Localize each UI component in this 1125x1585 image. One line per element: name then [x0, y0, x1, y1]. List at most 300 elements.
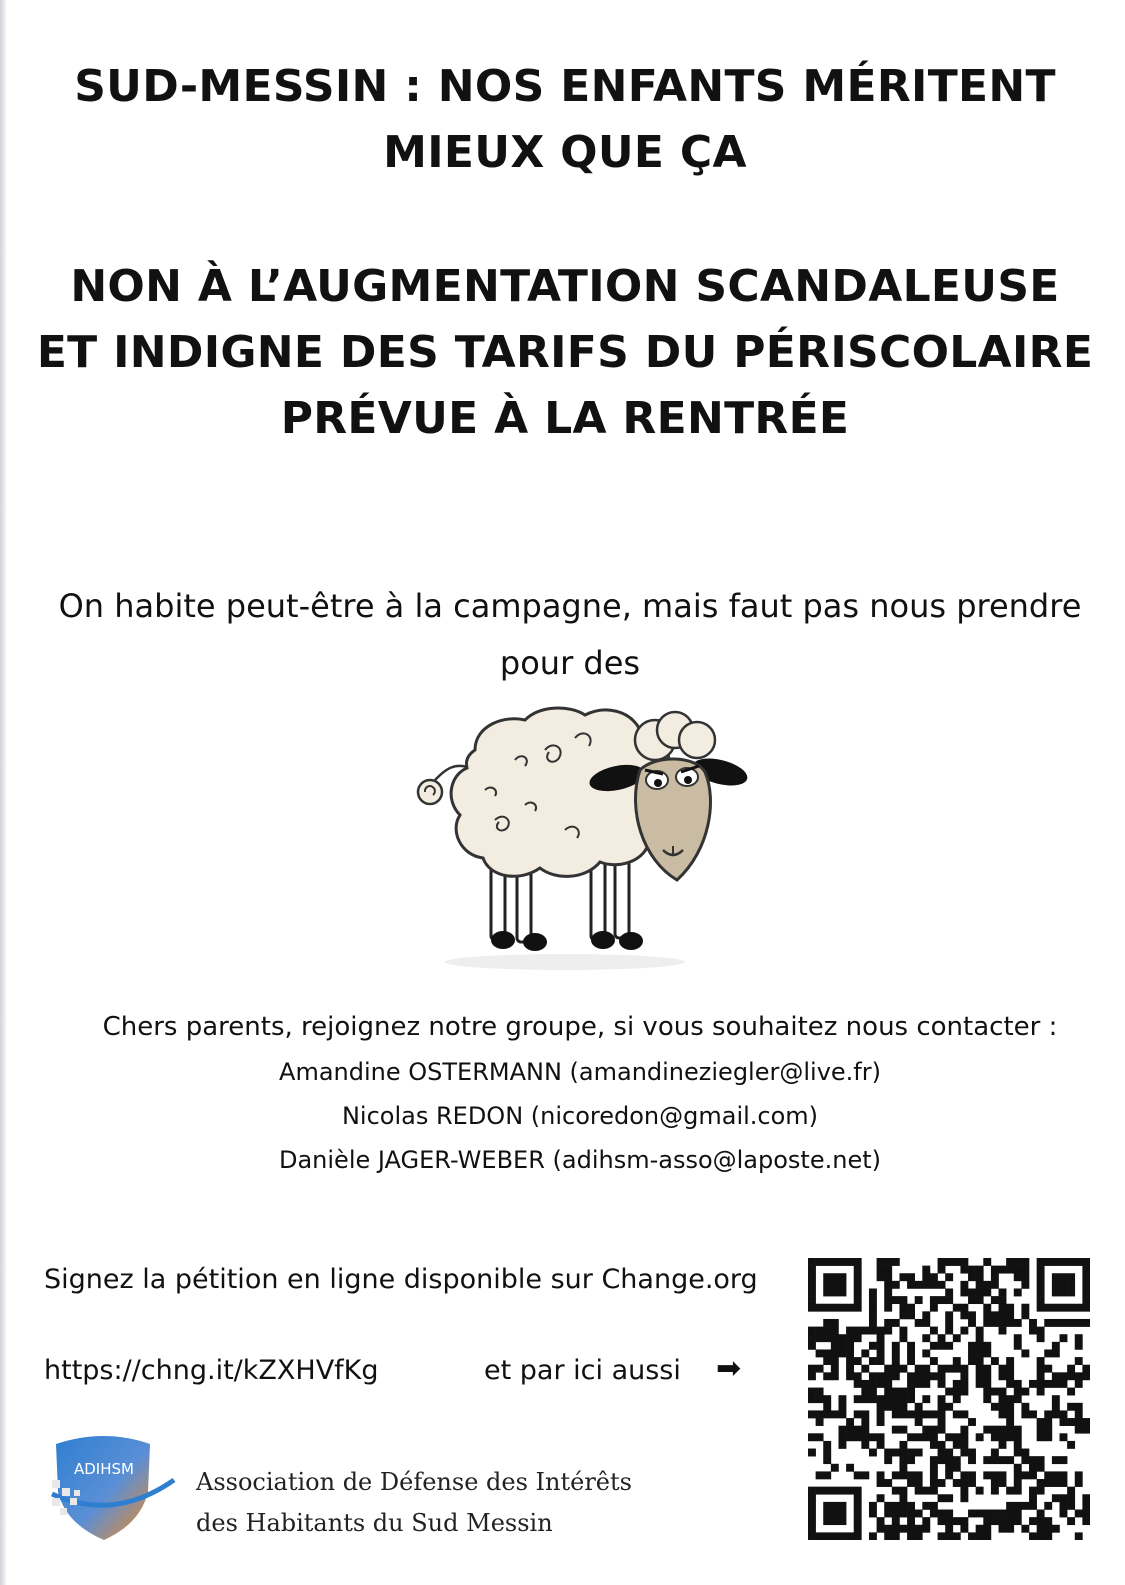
qr-module	[922, 1525, 930, 1533]
qr-module	[1082, 1502, 1090, 1510]
qr-module	[854, 1502, 862, 1510]
qr-module	[838, 1426, 846, 1434]
qr-module	[1075, 1403, 1083, 1411]
qr-module	[846, 1334, 854, 1342]
qr-module	[877, 1471, 885, 1479]
qr-module	[960, 1380, 968, 1388]
qr-module	[1075, 1410, 1083, 1418]
qr-module	[930, 1433, 938, 1441]
qr-module	[976, 1525, 984, 1533]
qr-module	[869, 1372, 877, 1380]
qr-module	[1037, 1365, 1045, 1373]
contact-block	[40, 1004, 1120, 1182]
qr-module	[869, 1357, 877, 1365]
association-name	[196, 1462, 632, 1544]
qr-module	[884, 1281, 892, 1289]
qr-module	[854, 1426, 862, 1434]
qr-module	[1060, 1433, 1068, 1441]
qr-module	[1037, 1418, 1045, 1426]
qr-module	[1060, 1502, 1068, 1510]
qr-module	[808, 1288, 816, 1296]
qr-module	[922, 1487, 930, 1495]
qr-module	[1006, 1380, 1014, 1388]
qr-module	[983, 1456, 991, 1464]
qr-module	[854, 1532, 862, 1540]
qr-module	[922, 1334, 930, 1342]
qr-module	[1037, 1273, 1045, 1281]
qr-module	[846, 1372, 854, 1380]
qr-module	[999, 1517, 1007, 1525]
qr-module	[816, 1349, 824, 1357]
qr-module	[1044, 1365, 1052, 1373]
qr-module	[1060, 1510, 1068, 1518]
qr-module	[808, 1258, 816, 1266]
qr-module	[854, 1395, 862, 1403]
qr-module	[1014, 1266, 1022, 1274]
qr-module	[1044, 1532, 1052, 1540]
qr-module	[869, 1449, 877, 1457]
qr-module	[953, 1464, 961, 1472]
qr-module	[838, 1532, 846, 1540]
qr-module	[976, 1357, 984, 1365]
qr-module	[846, 1357, 854, 1365]
qr-module	[1082, 1304, 1090, 1312]
qr-module	[1067, 1319, 1075, 1327]
qr-module	[960, 1311, 968, 1319]
qr-module	[808, 1304, 816, 1312]
qr-module	[915, 1471, 923, 1479]
sub-headline	[20, 254, 1110, 452]
qr-module	[938, 1479, 946, 1487]
qr-module	[1037, 1327, 1045, 1335]
qr-module	[930, 1342, 938, 1350]
qr-module	[945, 1433, 953, 1441]
qr-module	[991, 1357, 999, 1365]
qr-module	[938, 1456, 946, 1464]
qr-module	[808, 1342, 816, 1350]
qr-module	[938, 1532, 946, 1540]
qr-module	[838, 1273, 846, 1281]
qr-module	[838, 1403, 846, 1411]
qr-module	[854, 1380, 862, 1388]
qr-module	[930, 1441, 938, 1449]
qr-module	[884, 1365, 892, 1373]
qr-module	[1014, 1464, 1022, 1472]
qr-module	[899, 1487, 907, 1495]
qr-module	[1037, 1479, 1045, 1487]
qr-module	[1060, 1479, 1068, 1487]
qr-module	[854, 1357, 862, 1365]
qr-module	[938, 1395, 946, 1403]
qr-module	[1014, 1471, 1022, 1479]
qr-module	[892, 1517, 900, 1525]
qr-module	[968, 1349, 976, 1357]
qr-module	[1014, 1388, 1022, 1396]
qr-module	[1082, 1281, 1090, 1289]
qr-module	[854, 1281, 862, 1289]
qr-module	[960, 1494, 968, 1502]
qr-module	[808, 1372, 816, 1380]
qr-module	[1082, 1418, 1090, 1426]
qr-module	[816, 1304, 824, 1312]
qr-module	[1037, 1426, 1045, 1434]
qr-module	[999, 1441, 1007, 1449]
qr-module	[907, 1349, 915, 1357]
qr-module	[999, 1327, 1007, 1335]
qr-module	[983, 1319, 991, 1327]
qr-module	[831, 1365, 839, 1373]
qr-module	[1044, 1517, 1052, 1525]
qr-module	[1082, 1273, 1090, 1281]
qr-module	[915, 1281, 923, 1289]
qr-module	[869, 1388, 877, 1396]
qr-module	[938, 1410, 946, 1418]
qr-module	[907, 1380, 915, 1388]
qr-module	[899, 1388, 907, 1396]
qr-module	[1067, 1372, 1075, 1380]
qr-module	[938, 1449, 946, 1457]
qr-module	[907, 1456, 915, 1464]
qr-module	[1037, 1456, 1045, 1464]
qr-module	[1075, 1342, 1083, 1350]
qr-module	[976, 1365, 984, 1373]
qr-module	[922, 1273, 930, 1281]
qr-module	[907, 1388, 915, 1396]
qr-module	[823, 1319, 831, 1327]
qr-module	[838, 1441, 846, 1449]
qr-module	[1037, 1372, 1045, 1380]
qr-module	[846, 1349, 854, 1357]
qr-module	[1052, 1479, 1060, 1487]
qr-module	[1037, 1433, 1045, 1441]
qr-module	[1037, 1510, 1045, 1518]
qr-module	[960, 1441, 968, 1449]
qr-module	[884, 1380, 892, 1388]
qr-module	[915, 1365, 923, 1373]
qr-module	[816, 1418, 824, 1426]
qr-module	[915, 1410, 923, 1418]
qr-module	[999, 1510, 1007, 1518]
qr-module	[1067, 1517, 1075, 1525]
qr-module	[1060, 1410, 1068, 1418]
qr-module	[1075, 1380, 1083, 1388]
qr-module	[877, 1334, 885, 1342]
qr-module	[945, 1510, 953, 1518]
qr-module	[953, 1517, 961, 1525]
qr-module	[938, 1372, 946, 1380]
qr-module	[816, 1487, 824, 1495]
qr-module	[907, 1372, 915, 1380]
qr-module	[1037, 1288, 1045, 1296]
qr-module	[861, 1380, 869, 1388]
qr-module	[953, 1433, 961, 1441]
qr-module	[823, 1327, 831, 1335]
qr-module	[861, 1418, 869, 1426]
qr-module	[892, 1296, 900, 1304]
qr-module	[1060, 1273, 1068, 1281]
qr-module	[808, 1365, 816, 1373]
page-edge	[0, 0, 6, 1585]
qr-module	[899, 1510, 907, 1518]
qr-module	[968, 1532, 976, 1540]
qr-module	[976, 1380, 984, 1388]
qr-module	[938, 1281, 946, 1289]
qr-module	[945, 1319, 953, 1327]
qr-module	[907, 1410, 915, 1418]
qr-module	[877, 1494, 885, 1502]
qr-module	[976, 1510, 984, 1518]
qr-module	[1060, 1258, 1068, 1266]
qr-module	[960, 1410, 968, 1418]
qr-module	[1044, 1471, 1052, 1479]
qr-module	[983, 1517, 991, 1525]
qr-module	[831, 1304, 839, 1312]
qr-module	[938, 1380, 946, 1388]
qr-module	[960, 1372, 968, 1380]
qr-module	[1021, 1281, 1029, 1289]
qr-module	[915, 1433, 923, 1441]
qr-module	[907, 1471, 915, 1479]
qr-module	[877, 1433, 885, 1441]
qr-module	[915, 1487, 923, 1495]
qr-module	[938, 1334, 946, 1342]
qr-module	[1014, 1342, 1022, 1350]
qr-module	[922, 1349, 930, 1357]
qr-module	[930, 1296, 938, 1304]
qr-module	[1075, 1258, 1083, 1266]
qr-module	[1044, 1258, 1052, 1266]
qr-module	[907, 1510, 915, 1518]
qr-module	[915, 1510, 923, 1518]
qr-module	[976, 1372, 984, 1380]
qr-module	[960, 1388, 968, 1396]
qr-module	[854, 1510, 862, 1518]
qr-module	[1082, 1365, 1090, 1373]
qr-module	[1075, 1357, 1083, 1365]
qr-module	[1021, 1258, 1029, 1266]
qr-module	[1029, 1494, 1037, 1502]
qr-module	[823, 1449, 831, 1457]
qr-module	[999, 1365, 1007, 1373]
qr-module	[1044, 1525, 1052, 1533]
qr-module	[983, 1532, 991, 1540]
qr-module	[808, 1388, 816, 1396]
qr-module	[1075, 1304, 1083, 1312]
qr-module	[1082, 1510, 1090, 1518]
qr-module	[922, 1319, 930, 1327]
qr-module	[823, 1403, 831, 1411]
qr-module	[831, 1517, 839, 1525]
qr-module	[838, 1410, 846, 1418]
qr-module	[907, 1357, 915, 1365]
qr-module	[953, 1532, 961, 1540]
qr-module	[854, 1471, 862, 1479]
qr-module	[831, 1288, 839, 1296]
qr-module	[1006, 1510, 1014, 1518]
qr-module	[991, 1266, 999, 1274]
qr-module	[968, 1273, 976, 1281]
qr-module	[831, 1410, 839, 1418]
qr-module	[1060, 1372, 1068, 1380]
qr-module	[1060, 1319, 1068, 1327]
qr-module	[892, 1349, 900, 1357]
qr-module	[823, 1281, 831, 1289]
qr-module	[930, 1510, 938, 1518]
qr-module	[1006, 1456, 1014, 1464]
qr-module	[999, 1288, 1007, 1296]
qr-module	[808, 1510, 816, 1518]
qr-module	[999, 1426, 1007, 1434]
qr-module	[1006, 1395, 1014, 1403]
qr-module	[922, 1380, 930, 1388]
qr-module	[869, 1311, 877, 1319]
qr-module	[854, 1410, 862, 1418]
qr-module	[854, 1296, 862, 1304]
qr-module	[922, 1426, 930, 1434]
qr-module	[960, 1426, 968, 1434]
qr-module	[983, 1281, 991, 1289]
qr-module	[1037, 1304, 1045, 1312]
qr-module	[930, 1281, 938, 1289]
qr-module	[1014, 1441, 1022, 1449]
qr-module	[861, 1365, 869, 1373]
qr-module	[938, 1517, 946, 1525]
qr-module	[838, 1304, 846, 1312]
qr-module	[1014, 1288, 1022, 1296]
qr-module	[877, 1517, 885, 1525]
qr-module	[938, 1258, 946, 1266]
qr-module	[899, 1502, 907, 1510]
qr-module	[1052, 1494, 1060, 1502]
qr-module	[823, 1502, 831, 1510]
qr-module	[884, 1456, 892, 1464]
qr-module	[884, 1273, 892, 1281]
qr-module	[1014, 1479, 1022, 1487]
qr-module	[991, 1296, 999, 1304]
qr-module	[877, 1258, 885, 1266]
qr-module	[1021, 1456, 1029, 1464]
qr-module	[823, 1372, 831, 1380]
qr-module	[907, 1304, 915, 1312]
qr-module	[991, 1273, 999, 1281]
qr-module	[831, 1319, 839, 1327]
qr-module	[861, 1426, 869, 1434]
qr-module	[1021, 1266, 1029, 1274]
qr-module	[1006, 1372, 1014, 1380]
qr-module	[999, 1410, 1007, 1418]
qr-module	[823, 1510, 831, 1518]
qr-module	[1029, 1464, 1037, 1472]
petition-url[interactable]: https://chng.it/kZXHVfKg	[44, 1355, 379, 1386]
qr-module	[938, 1441, 946, 1449]
qr-module	[1075, 1319, 1083, 1327]
qr-module	[907, 1311, 915, 1319]
qr-module	[808, 1266, 816, 1274]
qr-module	[892, 1372, 900, 1380]
qr-module	[1052, 1380, 1060, 1388]
qr-module	[831, 1372, 839, 1380]
qr-module	[976, 1327, 984, 1335]
qr-module	[899, 1456, 907, 1464]
qr-module	[823, 1471, 831, 1479]
qr-module	[1021, 1304, 1029, 1312]
qr-module	[945, 1288, 953, 1296]
qr-module	[938, 1403, 946, 1411]
qr-module	[823, 1334, 831, 1342]
qr-module	[960, 1433, 968, 1441]
qr-module	[991, 1456, 999, 1464]
qr-module	[938, 1342, 946, 1350]
qr-module	[869, 1342, 877, 1350]
qr-module	[831, 1334, 839, 1342]
qr-module	[907, 1532, 915, 1540]
qr-module	[991, 1471, 999, 1479]
qr-module	[930, 1502, 938, 1510]
qr-module	[930, 1273, 938, 1281]
qr-module	[976, 1281, 984, 1289]
qr-module	[953, 1479, 961, 1487]
tagline-line: pour des	[499, 644, 641, 682]
qr-module	[1075, 1510, 1083, 1518]
qr-module	[884, 1327, 892, 1335]
tagline-line: On habite peut-être à la campagne, mais faut pas nous prendre	[58, 587, 1082, 625]
qr-module	[823, 1288, 831, 1296]
qr-module	[884, 1502, 892, 1510]
qr-module	[953, 1456, 961, 1464]
qr-code[interactable]	[808, 1258, 1090, 1540]
qr-module	[861, 1441, 869, 1449]
qr-module	[1037, 1357, 1045, 1365]
qr-module	[983, 1525, 991, 1533]
qr-module	[1014, 1449, 1022, 1457]
qr-module	[976, 1433, 984, 1441]
qr-module	[999, 1456, 1007, 1464]
qr-module	[899, 1464, 907, 1472]
qr-module	[1014, 1395, 1022, 1403]
qr-module	[854, 1494, 862, 1502]
qr-module	[877, 1410, 885, 1418]
qr-module	[1044, 1319, 1052, 1327]
qr-module	[1067, 1273, 1075, 1281]
qr-module	[953, 1441, 961, 1449]
qr-module	[945, 1258, 953, 1266]
qr-module	[976, 1532, 984, 1540]
qr-module	[831, 1349, 839, 1357]
qr-module	[899, 1304, 907, 1312]
qr-module	[816, 1365, 824, 1373]
qr-module	[1006, 1525, 1014, 1533]
qr-module	[846, 1304, 854, 1312]
qr-module	[1052, 1258, 1060, 1266]
qr-module	[892, 1525, 900, 1533]
qr-module	[869, 1304, 877, 1312]
qr-module	[907, 1281, 915, 1289]
qr-module	[1029, 1502, 1037, 1510]
qr-module	[960, 1288, 968, 1296]
qr-module	[1075, 1532, 1083, 1540]
qr-module	[968, 1510, 976, 1518]
qr-module	[938, 1296, 946, 1304]
qr-module	[983, 1365, 991, 1373]
qr-module	[999, 1525, 1007, 1533]
qr-module	[999, 1372, 1007, 1380]
qr-module	[1052, 1281, 1060, 1289]
qr-module	[1067, 1494, 1075, 1502]
qr-module	[1044, 1479, 1052, 1487]
qr-module	[877, 1395, 885, 1403]
qr-module	[976, 1296, 984, 1304]
qr-module	[1060, 1304, 1068, 1312]
